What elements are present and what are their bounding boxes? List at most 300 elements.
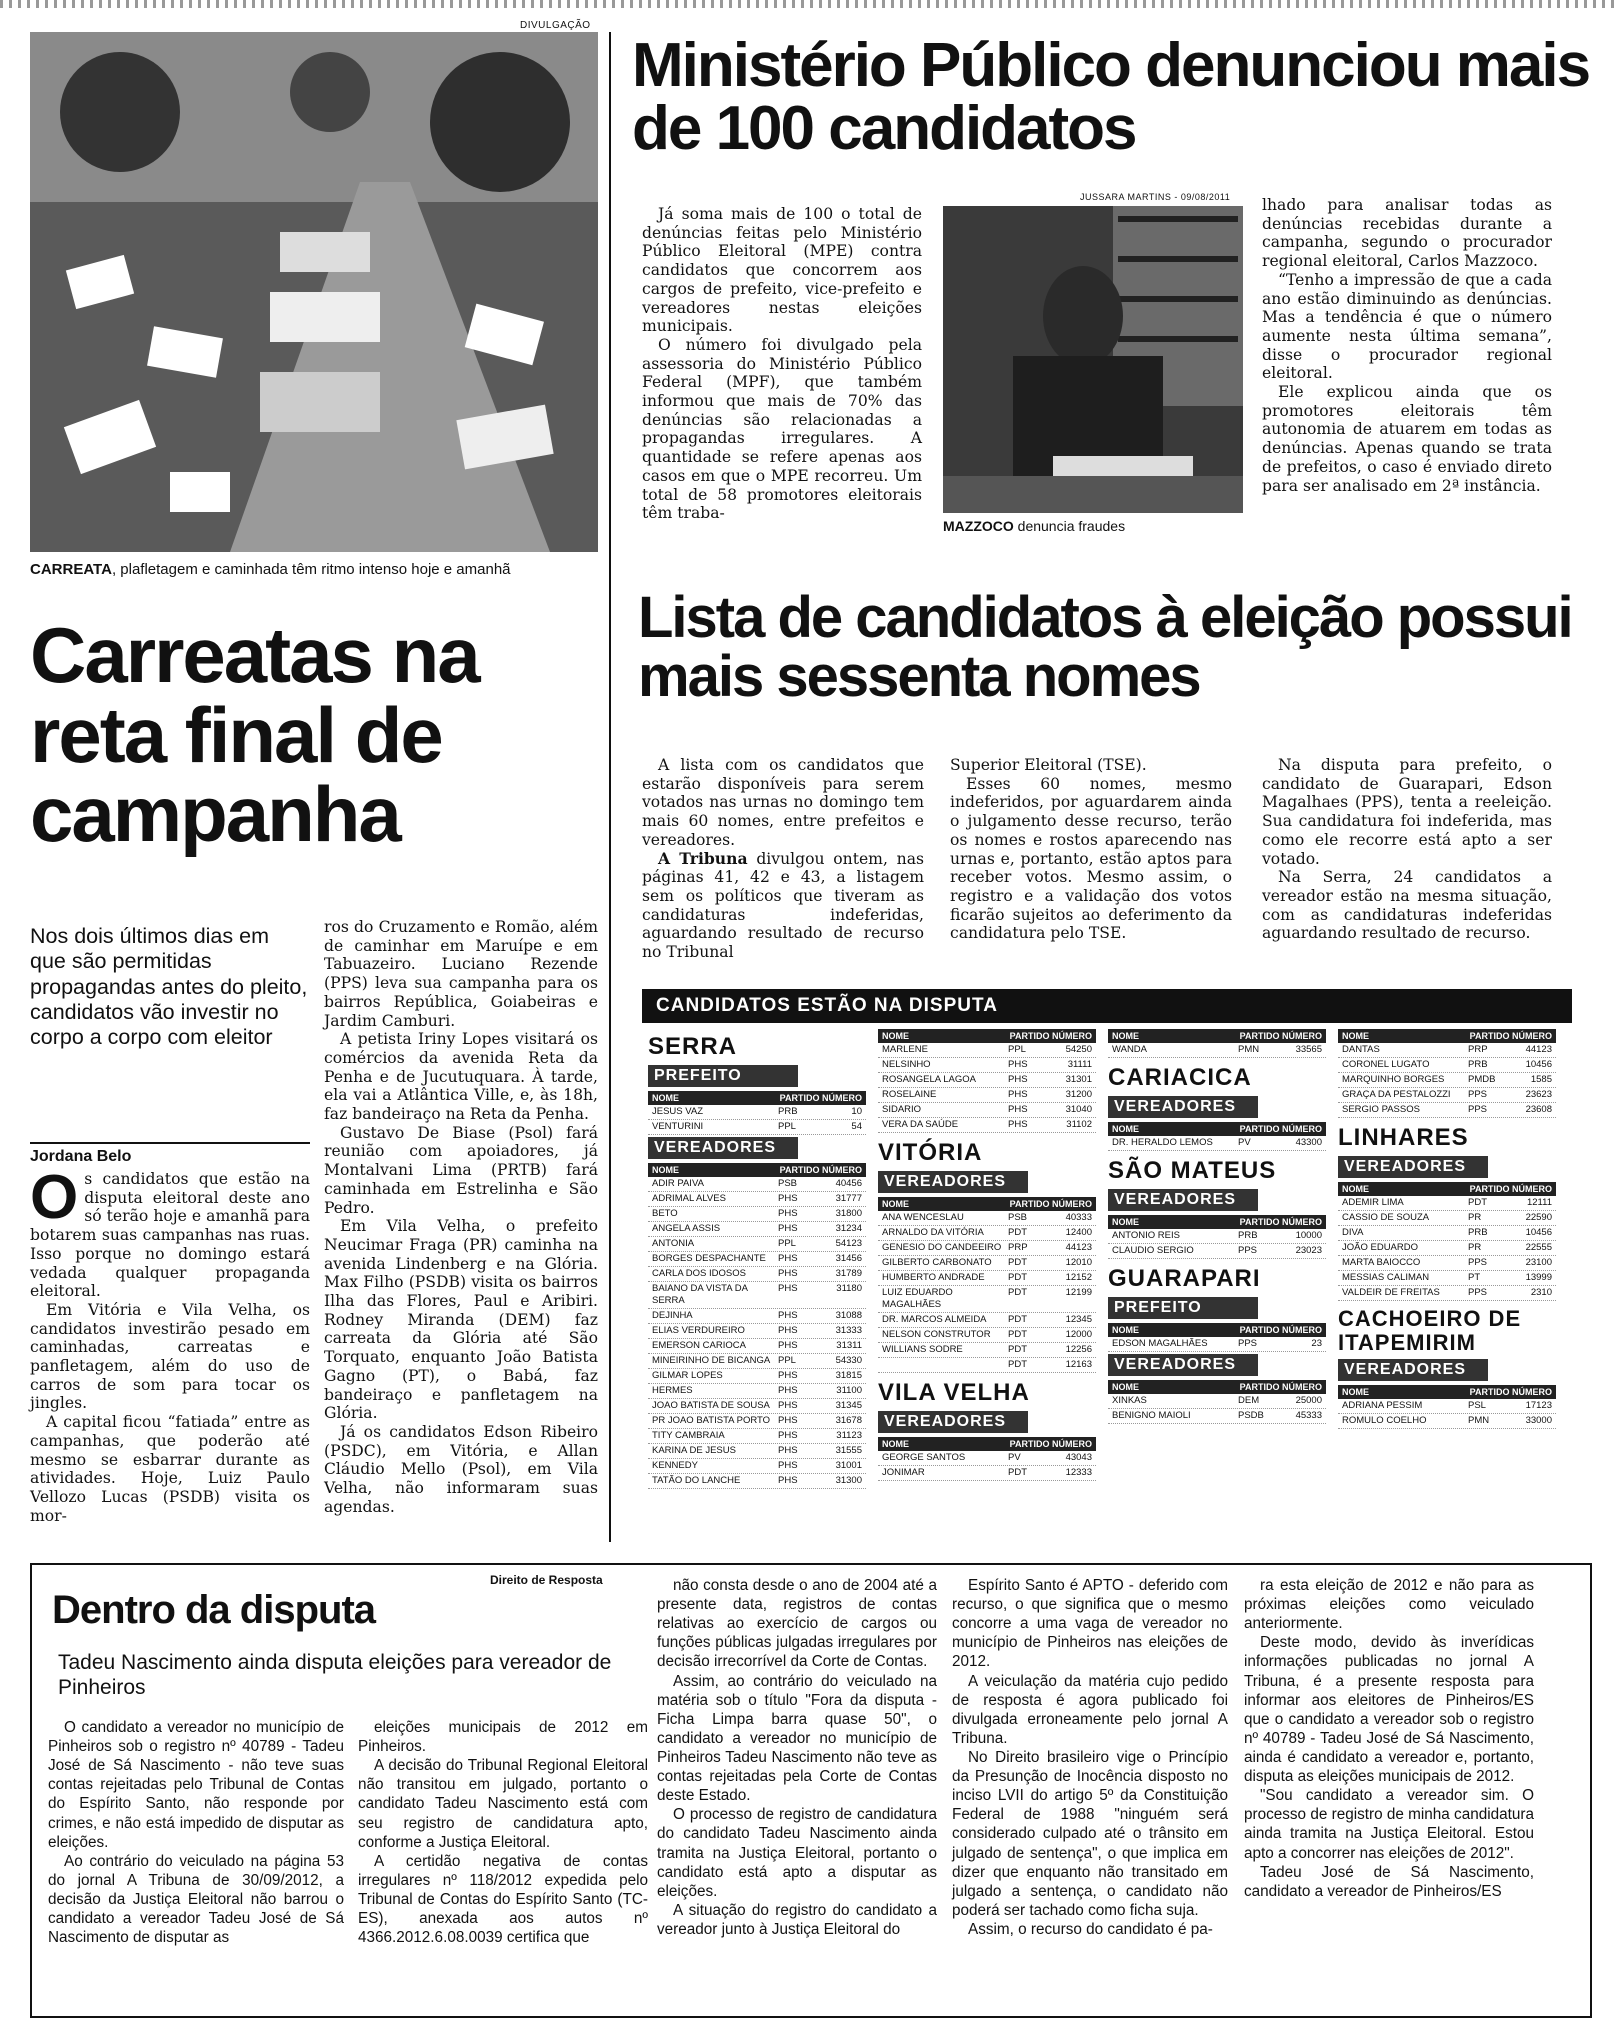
candidate-name <box>882 1359 1008 1371</box>
candidate-name: ANTONIO REIS <box>1112 1230 1180 1241</box>
candidate-party: PRB <box>778 1106 798 1117</box>
candidate-party: PHS <box>778 1445 798 1456</box>
city-cachoeiro: CACHOEIRO DE ITAPEMIRIM <box>1338 1306 1522 1356</box>
table-band-title: CANDIDATOS ESTÃO NA DISPUTA <box>642 989 1572 1023</box>
table-head: NOME PARTIDO NÚMERO <box>878 1197 1096 1211</box>
paragraph: A petista Iriny Lopes visitará os comércios da avenida Reta da Penha e de Jucutuquara. À tarde, ela vai a Atlântica Ville, e, às 18h, faz bandeiraço na Reta da Penha. <box>324 1030 598 1124</box>
column-rule <box>609 32 611 1542</box>
table-row <box>878 1271 1096 1286</box>
candidate-name: JOAO BATISTA DE SOUSA <box>652 1400 770 1411</box>
candidate-number: 43043 <box>1065 1452 1092 1463</box>
candidate-number: 12333 <box>1065 1467 1092 1478</box>
candidate-number: 31040 <box>1065 1104 1092 1115</box>
table-row <box>1338 1103 1556 1118</box>
candidate-party: PR <box>1468 1242 1482 1253</box>
table-row <box>878 1286 1096 1313</box>
cariacica-vereadores-list <box>1108 1136 1326 1151</box>
candidate-number: 22555 <box>1525 1242 1552 1253</box>
table-row <box>878 1328 1096 1343</box>
candidate-name: VENTURINI <box>652 1121 704 1132</box>
paragraph: Assim, ao contrário do veiculado na matéria sob o título "Fora da disputa - Ficha Limpa barra quase 50", o candidato a vereador no município de Pinheiros Tadeu Nascimento não teve as contas rejeitadas pela Corte de Contas deste Estado. <box>657 1672 937 1805</box>
candidate-number: 31800 <box>835 1208 862 1219</box>
table-head: NOME PARTIDO NÚMERO <box>1108 1380 1326 1394</box>
cachoeiro-vereadores-list <box>1338 1399 1556 1429</box>
candidate-number: 45333 <box>1295 1410 1322 1421</box>
candidate-party: PHS <box>1008 1104 1028 1115</box>
caption-lead: MAZZOCO <box>943 518 1014 534</box>
candidate-number: 23023 <box>1295 1245 1322 1256</box>
candidate-name: GEORGE SANTOS <box>882 1452 966 1463</box>
carreata-photo-art <box>30 32 598 552</box>
candidate-party: PPS <box>1238 1245 1258 1256</box>
candidate-number: 12256 <box>1065 1344 1092 1355</box>
guarapari-prefeito-list <box>1108 1337 1326 1352</box>
table-row <box>1108 1136 1326 1151</box>
candidate-party: PRP <box>1468 1044 1488 1055</box>
candidate-number: 17123 <box>1525 1400 1552 1412</box>
candidate-name: CARLA DOS IDOSOS <box>652 1268 746 1279</box>
candidate-name: DEJINHA <box>652 1310 693 1321</box>
candidate-number: 13999 <box>1525 1272 1552 1283</box>
candidate-name: DANTAS <box>1342 1044 1380 1055</box>
table-row <box>878 1241 1096 1256</box>
table-row <box>648 1222 866 1237</box>
candidate-number: 40333 <box>1065 1212 1092 1223</box>
serra-vereadores-cont <box>878 1043 1096 1133</box>
candidate-name: DR. MARCOS ALMEIDA <box>882 1314 987 1325</box>
candidate-number: 31456 <box>835 1253 862 1264</box>
candidate-name: ADIR PAIVA <box>652 1178 704 1189</box>
candidate-number: 10 <box>851 1106 862 1117</box>
carreata-caption <box>30 561 598 578</box>
candidate-party: PHS <box>778 1400 798 1411</box>
candidate-name: DR. HERALDO LEMOS <box>1112 1137 1213 1148</box>
candidate-number: 10456 <box>1525 1059 1552 1070</box>
table-head: NOME PARTIDO NÚMERO <box>1108 1323 1326 1337</box>
dr-col2 <box>358 1718 648 1947</box>
table-row <box>878 1226 1096 1241</box>
candidate-name: BORGES DESPACHANTE <box>652 1253 766 1264</box>
candidate-name: HUMBERTO ANDRADE <box>882 1272 985 1283</box>
dr-col3 <box>657 1576 937 1939</box>
candidate-number: 12400 <box>1065 1227 1092 1238</box>
candidate-party: PDT <box>1008 1467 1027 1478</box>
paragraph: O processo de registro de candidatura do candidato Tadeu Nascimento ainda tramita na Justiça Eleitoral, portanto o candidato está apto a disputar as eleições. <box>657 1806 937 1900</box>
table-row <box>1338 1256 1556 1271</box>
candidate-name: GENESIO DO CANDEEIRO <box>882 1242 1002 1253</box>
table-col-3 <box>1108 1027 1326 1489</box>
candidate-name: SIDARIO <box>882 1104 922 1115</box>
linhares-vereadores-list <box>1338 1196 1556 1301</box>
vitoria-vereadores-list <box>878 1211 1096 1373</box>
table-row <box>648 1414 866 1429</box>
candidate-party: PHS <box>778 1268 798 1279</box>
candidate-party: PDT <box>1008 1359 1027 1370</box>
candidate-party: PHS <box>778 1253 798 1264</box>
saomateus-vereadores-list <box>1108 1229 1326 1259</box>
paragraph: não consta desde o ano de 2004 até a presente data, registros de contas relativas ao exercício de cargos ou funções públicas julgadas irregulares por decisão irrecorrível da Corte de Contas. <box>657 1577 937 1671</box>
table-head: NOME PARTIDO NÚMERO <box>1108 1029 1326 1043</box>
candidate-number: 31815 <box>835 1370 862 1381</box>
candidate-name: HERMES <box>652 1385 693 1396</box>
candidate-name: JOÃO EDUARDO <box>1342 1242 1419 1253</box>
paragraph: No Direito brasileiro vige o Princípio da Presunção de Inocência disposto no inciso LVII do artigo 5º da Constituição Federal de 1988 "ninguém será considerado culpado até o trânsito em julgado de sentença", o que implica em dizer que enquanto não transitado em julgado a sentença, o candidato não poderá ser tachado como ficha suja. <box>952 1748 1228 1919</box>
label-vereadores: VEREADORES <box>878 1171 1028 1193</box>
city-linhares: LINHARES <box>1338 1124 1469 1151</box>
table-row <box>1338 1073 1556 1088</box>
candidate-party: PT <box>1468 1272 1481 1283</box>
candidate-party: PPL <box>778 1238 796 1249</box>
candidate-number: 12152 <box>1065 1272 1092 1283</box>
caption-text: , plafletagem e caminhada têm ritmo intenso hoje e amanhã <box>111 561 511 578</box>
label-prefeito: PREFEITO <box>1108 1297 1258 1319</box>
lista-col1 <box>642 756 924 962</box>
table-row <box>648 1105 866 1120</box>
table-head: NOME PARTIDO NÚMERO <box>1338 1182 1556 1196</box>
paragraph: s candidatos que estão na disputa eleitoral deste ano só terão hoje e amanhã para botarem suas campanhas nas ruas. Isso porque no domingo estará vedada qualquer propaganda eleitoral. <box>30 1170 310 1301</box>
candidate-name: CASSIO DE SOUZA <box>1342 1212 1430 1223</box>
table-row <box>878 1256 1096 1271</box>
label-vereadores: VEREADORES <box>1108 1189 1258 1211</box>
paragraph: eleições municipais de 2012 em Pinheiros. <box>358 1719 648 1756</box>
paragraph: lhado para analisar todas as denúncias recebidas durante a campanha, segundo o procurador regional eleitoral, Carlos Mazzoco. <box>1262 196 1552 271</box>
paragraph: Ao contrário do veiculado na página 53 do jornal A Tribuna de 30/09/2012, a decisão da Justiça Eleitoral não barrou o candidato a vereador Tadeu José de Sá Nascimento de disputar as <box>48 1852 344 1947</box>
paragraph: A certidão negativa de contas irregulares nº 118/2012 expedida pelo Tribunal de Contas do Espírito Santo (TC-ES), anexada aos autos nº 4366.2012.6.08.0039 certifica que <box>358 1852 648 1947</box>
candidate-number: 31301 <box>1065 1074 1092 1085</box>
table-row <box>648 1459 866 1474</box>
paragraph: Já os candidatos Edson Ribeiro (PSDC), em Vitória, e Allan Cláudio Mello (Psol), em Vila Velha, não informaram suas agendas. <box>324 1422 598 1516</box>
label-vereadores: VEREADORES <box>1338 1359 1488 1381</box>
candidate-name: GRAÇA DA PESTALOZZI <box>1342 1089 1451 1100</box>
candidate-name: JONIMAR <box>882 1467 925 1478</box>
candidate-party: PHS <box>778 1193 798 1204</box>
candidate-party: PHS <box>778 1283 798 1294</box>
candidate-name: DIVA <box>1342 1227 1364 1238</box>
candidate-party: PMN <box>1238 1044 1260 1055</box>
candidate-name: ROSELAINE <box>882 1089 937 1100</box>
city-serra: SERRA <box>648 1033 738 1060</box>
dropcap: O <box>30 1163 79 1232</box>
table-row <box>1338 1399 1556 1414</box>
table-head: NOME PARTIDO NÚMERO <box>648 1163 866 1177</box>
table-row <box>1338 1271 1556 1286</box>
candidate-number: 12163 <box>1065 1359 1092 1370</box>
candidate-party: PHS <box>778 1475 798 1486</box>
photo-credit-left: DIVULGAÇÃO <box>520 20 591 31</box>
candidate-party: PHS <box>778 1208 798 1219</box>
paragraph: Espírito Santo é APTO - deferido com recurso, o que significa que o mesmo concorre a uma vaga de vereador no município de Pinheiros nas eleições de 2012. <box>952 1577 1228 1671</box>
lista-col3 <box>1262 756 1552 943</box>
carreatas-col2 <box>324 918 598 1517</box>
candidates-box <box>642 989 1572 1509</box>
table-col-1 <box>648 1027 866 1489</box>
paragraph: Em Vila Velha, o prefeito Neucimar Fraga (PR) caminha na avenida Lindenberg e na Glória. Max Filho (PSDB) visita os bairros Ilha das Flores, Paul e Aribiri. Rodney Miranda (DEM) faz carreata da Glória até São Torquato, enquanto João Batista Gagno (PT), o Babá, faz bandeiraço e panfletagem na Glória. <box>324 1217 598 1423</box>
carreata-photo <box>30 32 598 552</box>
table-head: NOME PARTIDO NÚMERO <box>1338 1385 1556 1399</box>
paragraph-rest: divulgou ontem, nas páginas 41, 42 e 43, a listagem sem os políticos que tiveram as candidaturas indeferidas, aguardando resultado de recurso no Tribunal <box>642 849 924 962</box>
candidate-number: 33565 <box>1295 1044 1322 1055</box>
candidate-number: 10000 <box>1295 1230 1322 1241</box>
table-row <box>648 1267 866 1282</box>
candidate-party: PRB <box>1468 1227 1488 1238</box>
candidate-number: 31088 <box>835 1310 862 1321</box>
candidate-party: PHS <box>778 1415 798 1426</box>
table-head: NOME PARTIDO NÚMERO <box>648 1091 866 1105</box>
candidate-party: PHS <box>778 1310 798 1321</box>
mazzoco-photo-art <box>943 206 1243 513</box>
candidate-name: CORONEL LUGATO <box>1342 1059 1430 1070</box>
paragraph: Na disputa para prefeito, o candidato de Guarapari, Edson Magalhaes (PPS), tenta a reeleição. Sua candidatura foi indeferida, mas como ele recorre está apto a ser votado. <box>1262 756 1552 868</box>
candidate-party: PHS <box>778 1340 798 1351</box>
paragraph: “Tenho a impressão de que a cada ano estão diminuindo as denúncias. Mas a tendência é que o número aumente nesta última semana”, disse o procurador regional eleitoral. <box>1262 270 1552 383</box>
table-row <box>878 1358 1096 1373</box>
candidate-name: KENNEDY <box>652 1460 698 1471</box>
vilavelha-vereadores-list <box>878 1451 1096 1481</box>
candidate-name: WANDA <box>1112 1044 1148 1055</box>
candidate-party: PDT <box>1008 1287 1027 1298</box>
scan-top-edge <box>0 0 1614 8</box>
candidate-name: TITY CAMBRAIA <box>652 1430 725 1441</box>
candidate-party: DEM <box>1238 1395 1260 1406</box>
carreatas-col1 <box>30 1163 310 1525</box>
city-vitoria: VITÓRIA <box>878 1139 983 1166</box>
paragraph: Gustavo De Biase (Psol) fará reunião com apoiadores, já Montalvani Lima (PRTB) fará caminhada em Estrelinha e São Pedro. <box>324 1123 598 1217</box>
candidate-party: PHS <box>778 1460 798 1471</box>
mazzoco-caption <box>943 518 1125 534</box>
table-head: NOME PARTIDO NÚMERO <box>1108 1215 1326 1229</box>
dr-col4 <box>952 1576 1228 1939</box>
table-row <box>648 1354 866 1369</box>
caption-lead: CARREATA <box>30 561 112 578</box>
candidate-number: 23608 <box>1525 1104 1552 1115</box>
table-row <box>648 1369 866 1384</box>
table-head: NOME PARTIDO NÚMERO <box>878 1437 1096 1451</box>
candidate-name: BENIGNO MAIOLI <box>1112 1410 1191 1421</box>
candidate-number: 31555 <box>835 1445 862 1456</box>
candidate-name: PR JOAO BATISTA PORTO <box>652 1415 771 1426</box>
candidate-party: PPS <box>1468 1257 1488 1268</box>
candidate-name: NELSINHO <box>882 1059 931 1070</box>
table-row <box>878 1211 1096 1226</box>
candidate-number: 44123 <box>1065 1242 1092 1253</box>
paragraph: A lista com os candidatos que estarão disponíveis para serem votados nas urnas no domingo tem mais 60 nomes, entre prefeitos e vereadores. <box>642 756 924 849</box>
paragraph: A situação do registro do candidato a vereador junto à Justiça Eleitoral do <box>657 1901 937 1938</box>
candidate-number: 12199 <box>1065 1287 1092 1298</box>
candidate-party: PPS <box>1468 1104 1488 1115</box>
headline-ministerio: Ministério Público denunciou mais de 100 candidatos <box>632 31 1590 164</box>
table-head: NOME PARTIDO NÚMERO <box>1338 1029 1556 1043</box>
candidate-name: ELIAS VERDUREIRO <box>652 1325 745 1336</box>
candidate-name: ANTONIA <box>652 1238 695 1249</box>
candidate-name: GILMAR LOPES <box>652 1370 723 1381</box>
table-row <box>648 1237 866 1252</box>
candidate-name: VALDEIR DE FREITAS <box>1342 1287 1440 1298</box>
candidate-number: 40456 <box>835 1178 862 1189</box>
candidate-party: PDT <box>1008 1272 1027 1283</box>
serra-prefeito-list <box>648 1105 866 1135</box>
candidate-name: ROSANGELA LAGOA <box>882 1074 976 1085</box>
candidate-number: 54 <box>851 1121 862 1132</box>
table-row <box>648 1324 866 1339</box>
paragraph: Superior Eleitoral (TSE). <box>950 756 1147 774</box>
paragraph <box>642 850 924 962</box>
table-row <box>648 1282 866 1309</box>
cariacica-prefeito-cont <box>1338 1043 1556 1118</box>
paragraph: Deste modo, devido às inverídicas informações publicadas no jornal A Tribuna, é a presente resposta para informar aos eleitores de Pinheiros/ES que o candidato a vereador sob o registro nº 40789 - Tadeu José de Sá Nascimento, ainda é candidato a vereador e, portanto, disputa as eleições municipais de 2012. <box>1244 1634 1534 1786</box>
table-col-4 <box>1338 1027 1556 1489</box>
candidate-number: 43300 <box>1295 1137 1322 1148</box>
candidate-name: LUIZ EDUARDO MAGALHÃES <box>882 1287 953 1310</box>
dr-subhead: Tadeu Nascimento ainda disputa eleições para vereador de Pinheiros <box>58 1651 612 1700</box>
paragraph: Tadeu José de Sá Nascimento, candidato a vereador de Pinheiros/ES <box>1244 1863 1534 1900</box>
paragraph: O número foi divulgado pela assessoria do Ministério Público Federal (MPF), que também informou que mais de 70% das denúncias são relacionadas a propagandas irregulares. A quantidade se refere apenas aos casos em que o MPE recorreu. Um total de 58 promotores eleitorais têm traba- <box>642 335 922 523</box>
candidate-number: 23100 <box>1525 1257 1552 1268</box>
candidate-party: PDT <box>1008 1344 1027 1355</box>
candidate-number: 12000 <box>1065 1329 1092 1340</box>
table-row <box>1338 1211 1556 1226</box>
candidate-party: PDT <box>1008 1314 1027 1325</box>
candidate-name: ANA WENCESLAU <box>882 1212 964 1223</box>
candidate-party: PR <box>1468 1212 1482 1223</box>
candidate-name: MARTA BAIOCCO <box>1342 1257 1421 1268</box>
paragraph: "Sou candidato a vereador sim. O processo de registro de minha candidatura ainda tramita na Justiça Eleitoral. Estou apto a concorrer nas eleições de 2012". <box>1244 1787 1534 1862</box>
candidate-name: XINKAS <box>1112 1395 1147 1406</box>
mp-col1 <box>642 205 922 523</box>
candidate-name: MARQUINHO BORGES <box>1342 1074 1445 1085</box>
label-vereadores: VEREADORES <box>1108 1354 1258 1376</box>
table-row <box>1338 1414 1556 1429</box>
candidate-name: JESUS VAZ <box>652 1106 704 1117</box>
headline-carreatas: Carreatas na reta final de campanha <box>30 611 479 859</box>
deck-carreatas: Nos dois últimos dias em que são permitidas propagandas antes do pleito, candidatos vão investir no corpo a corpo com eleitor <box>30 924 308 1050</box>
candidate-number: 23623 <box>1525 1089 1552 1100</box>
candidate-party: PPL <box>778 1121 796 1132</box>
candidate-name: ADEMIR LIMA <box>1342 1197 1404 1208</box>
candidate-number: 31123 <box>836 1430 862 1441</box>
candidate-party: PHS <box>778 1223 798 1234</box>
candidate-party: PPS <box>1468 1287 1488 1298</box>
dr-col1 <box>48 1718 344 1947</box>
label-vereadores: VEREADORES <box>1338 1156 1488 1178</box>
candidate-number: 2310 <box>1530 1287 1552 1298</box>
candidate-name: BAIANO DA VISTA DA SERRA <box>652 1283 748 1306</box>
table-row <box>1338 1286 1556 1301</box>
vitoria-prefeito-cont <box>1108 1043 1326 1058</box>
table-row <box>648 1339 866 1354</box>
candidate-number: 22590 <box>1525 1212 1552 1223</box>
paragraph: Ele explicou ainda que os promotores eleitorais têm autonomia de atuarem em todas as denúncias. Apenas quando se trata de prefeitos, o caso é enviado direto para ser analisado em 2ª instância. <box>1262 383 1552 495</box>
paragraph: A veiculação da matéria cujo pedido de resposta é agora publicado foi divulgada erroneamente pelo jornal A Tribuna. <box>952 1672 1228 1747</box>
candidate-number: 12345 <box>1065 1314 1092 1325</box>
candidate-name: CLAUDIO SERGIO <box>1112 1245 1194 1256</box>
table-row <box>1338 1226 1556 1241</box>
candidate-party: PRB <box>1468 1059 1488 1070</box>
table-row <box>648 1309 866 1324</box>
candidate-party: PHS <box>778 1325 798 1336</box>
candidate-number: 23 <box>1311 1338 1322 1349</box>
candidate-party: PPS <box>1468 1089 1488 1100</box>
candidate-name: MESSIAS CALIMAN <box>1342 1272 1430 1283</box>
table-row <box>648 1252 866 1267</box>
candidate-party: PPL <box>778 1355 796 1366</box>
candidate-party: PSL <box>1468 1400 1486 1412</box>
table-row <box>1108 1409 1326 1424</box>
candidate-party: PHS <box>1008 1089 1028 1100</box>
candidate-number: 54123 <box>835 1238 862 1249</box>
candidate-name: EMERSON CARIOCA <box>652 1340 746 1351</box>
candidate-name: ARNALDO DA VITÓRIA <box>882 1227 984 1238</box>
guarapari-vereadores-list <box>1108 1394 1326 1424</box>
candidate-party: PDT <box>1008 1227 1027 1238</box>
paragraph: Assim, o recurso do candidato é pa- <box>968 1920 1213 1938</box>
candidate-number: 31180 <box>836 1283 862 1294</box>
candidate-name: MINEIRINHO DE BICANGA <box>652 1355 771 1366</box>
candidate-number: 31789 <box>835 1268 862 1279</box>
paragraph: O candidato a vereador no município de Pinheiros sob o registro nº 40789 - Tadeu José de Sá Nascimento - não teve suas contas rejeitadas pelo Tribunal de Contas do Espírito Santo, não responde por crimes, e não está impedido de disputar as eleições. <box>48 1719 344 1851</box>
table-row <box>1108 1043 1326 1058</box>
candidate-name: GILBERTO CARBONATO <box>882 1257 992 1268</box>
candidate-number: 31111 <box>1067 1059 1092 1070</box>
city-guarapari: GUARAPARI <box>1108 1265 1261 1292</box>
table-row <box>1338 1241 1556 1256</box>
candidate-party: PDT <box>1008 1257 1027 1268</box>
candidate-party: PRB <box>1238 1230 1258 1241</box>
candidate-party: PMDB <box>1468 1074 1496 1085</box>
table-row <box>648 1444 866 1459</box>
table-row <box>1338 1196 1556 1211</box>
candidate-name: ANGELA ASSIS <box>652 1223 721 1234</box>
paragraph: Já soma mais de 100 o total de denúncias feitas pelo Ministério Público Eleitoral (MPE) contra candidatos que concorrem aos cargos de prefeito, vice-prefeito e vereadores nestas eleições municipais. <box>642 205 922 336</box>
candidate-party: PHS <box>1008 1074 1028 1085</box>
paragraph: Esses 60 nomes, mesmo indeferidos, por aguardarem ainda o julgamento desse recurso, terão os nomes e rostos aparecendo nas urnas e, portanto, estão aptos para receber votos. Mesmo assim, o registro e a validação dos votos ficarão sujeitos ao deferimento da candidatura pelo TSE. <box>950 774 1232 943</box>
paragraph: Em Vitória e Vila Velha, os candidatos investirão pesado em caminhadas, carreatas e panfletagem, além do uso de carros de som para tocar os jingles. <box>30 1300 310 1413</box>
candidate-name: ADRIMAL ALVES <box>652 1193 726 1204</box>
candidate-number: 31311 <box>836 1340 862 1351</box>
candidate-party: PSB <box>778 1178 798 1189</box>
label-vereadores: VEREADORES <box>1108 1096 1258 1118</box>
candidate-party: PDT <box>1008 1329 1027 1340</box>
city-sao-mateus: SÃO MATEUS <box>1108 1157 1277 1184</box>
serra-vereadores-list <box>648 1177 866 1489</box>
candidate-number: 31102 <box>1066 1119 1092 1130</box>
candidate-number: 33000 <box>1525 1415 1552 1427</box>
table-row <box>1108 1244 1326 1259</box>
table-row <box>648 1207 866 1222</box>
candidate-name: TATÃO DO LANCHE <box>652 1475 741 1486</box>
candidate-party: PMN <box>1468 1415 1490 1427</box>
candidate-party: PHS <box>778 1430 798 1441</box>
paragraph: A capital ficou “fatiada” entre as campanhas, que poderão até mesmo se esbarrar durante as atividades. Hoje, Luiz Paulo Vellozo Lucas (PSDB) visita os mor- <box>30 1413 310 1525</box>
candidate-party: PRP <box>1008 1242 1028 1253</box>
candidate-party: PSDB <box>1238 1410 1264 1421</box>
candidate-party: PSB <box>1008 1212 1028 1223</box>
label-vereadores: VEREADORES <box>878 1411 1028 1433</box>
dr-col5 <box>1244 1576 1534 1901</box>
candidate-number: 12010 <box>1065 1257 1092 1268</box>
table-row <box>1108 1394 1326 1409</box>
headline-lista: Lista de candidatos à eleição possui mais sessenta nomes <box>638 585 1572 710</box>
table-row <box>648 1192 866 1207</box>
candidate-number: 31200 <box>1065 1089 1092 1100</box>
table-row <box>648 1474 866 1489</box>
mazzoco-photo <box>943 206 1243 513</box>
tribuna-bold: A Tribuna <box>658 848 748 868</box>
table-row <box>878 1088 1096 1103</box>
table-row <box>878 1043 1096 1058</box>
candidate-name: MARLENE <box>882 1044 928 1055</box>
candidate-name: NELSON CONSTRUTOR <box>882 1329 991 1340</box>
candidate-number: 31001 <box>835 1460 862 1471</box>
